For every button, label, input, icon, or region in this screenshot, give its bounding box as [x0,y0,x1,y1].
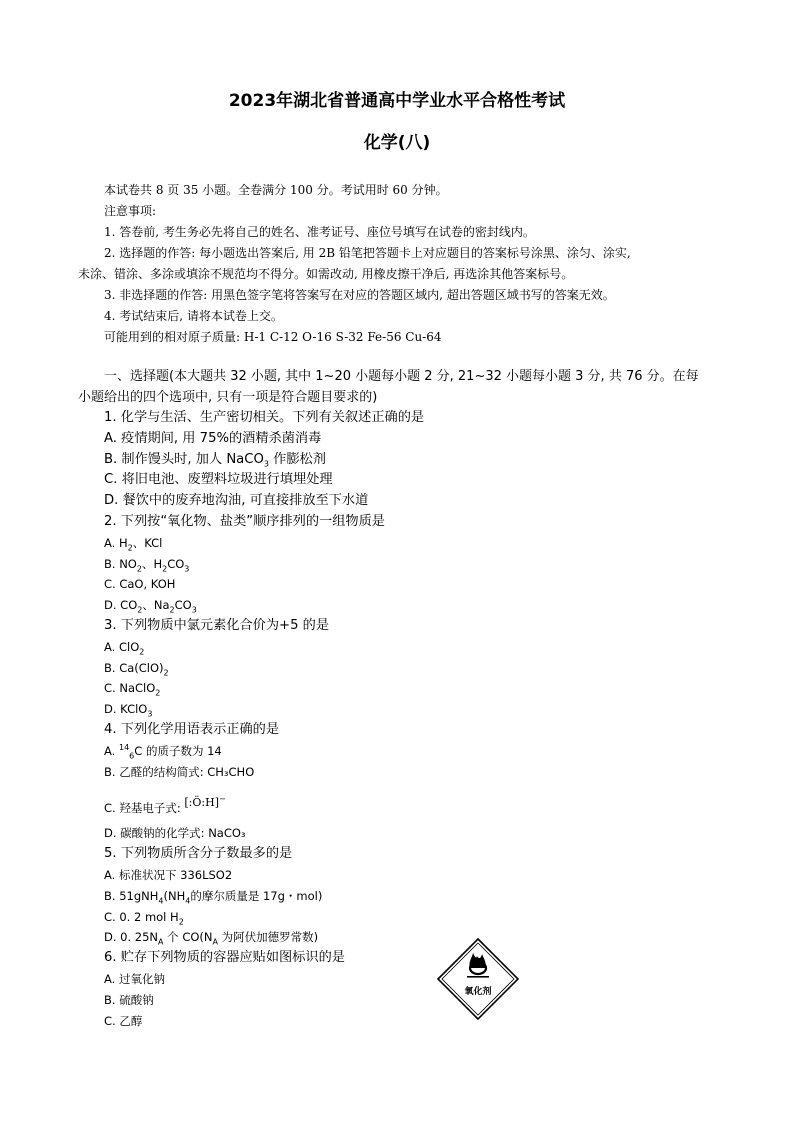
question-6-option-a: A. 过氧化钠 [104,971,165,986]
question-3-option-a: A. ClO$_2$ [104,639,145,657]
notice-item-2: 2. 选择题的作答: 每小题选出答案后, 用 2B 铅笔把答题卡上对应题目的答案标号涂黑、涂匀、涂实, [104,246,631,260]
section-heading-line-2: 小题给出的四个选项中, 只有一项是符合题目要求的) [78,390,378,405]
question-2-option-b: B. $NO_2$、$H_2CO_3$ [104,556,190,573]
question-4-option-d: D. 碳酸钠的化学式: NaCO₃ [104,826,246,841]
question-2-stem: 2. 下列按“氧化物、盐类”顺序排列的一组物质是 [104,513,385,529]
exam-title: 2023年湖北省普通高中学业水平合格性考试 [228,91,566,111]
question-5-option-a: A. 标准状况下 336LSO2 [104,867,233,882]
notice-label: 注意事项: [104,204,157,218]
notice-item-3: 3. 非选择题的作答: 用黑色签字笔将答案写在对应的答题区域内, 超出答题区域书写的答案无效。 [104,288,615,302]
hazard-label-text: 氧化剂 [464,987,492,997]
question-3-option-b: B. $Ca(ClO)_2$ [104,660,169,677]
instructions-intro: 本试卷共 8 页 35 小题。全卷满分 100 分。考试用时 60 分钟。 [104,183,448,197]
question-4-stem: 4. 下列化学用语表示正确的是 [104,721,280,737]
question-2-option-c: C. CaO, KOH [104,577,176,592]
question-1-option-d: D. 餐饮中的废弃地沟油, 可直接排放至下水道 [104,493,369,509]
question-1-option-c: C. 将旧电池、废塑料垃圾进行填埋处理 [104,472,333,488]
question-4-option-c: C. 羟基电子式: [:Ö:H]− [104,782,704,823]
question-5-option-d: D. 0. $25N_A$ 个 $CO(N_A$ 为阿伏加德罗常数) [104,930,319,947]
question-6-option-c: C. 乙醇 [104,1013,143,1028]
question-6-stem: 6. 贮存下列物质的容器应贴如图标识的是 [104,950,345,966]
question-1-stem: 1. 化学与生活、生产密切相关。下列有关叙述正确的是 [104,410,425,425]
section-heading [78,366,728,408]
question-5-stem: 5. 下列物质所含分子数最多的是 [104,846,293,862]
atomic-masses: 可能用到的相对原子质量: H-1 C-12 O-16 S-32 Fe-56 Cu-64 [104,330,442,344]
section-heading-line-1: 一、选择题(本大题共 32 小题, 其中 1~20 小题每小题 2 分, 21~32 小题每小题 3 分, 共 76 分。在每 [104,369,699,384]
question-6-option-b: B. 硫酸钠 [104,992,154,1007]
oxidizer-hazard-label [437,938,519,1020]
question-3-option-d: D. KClO$_3$ [104,702,153,719]
notice-item-1: 1. 答卷前, 考生务必先将自己的姓名、准考证号、座位号填写在试卷的密封线内。 [104,225,535,239]
question-1-option-a: A. 疫情期间, 用 75%的酒精杀菌消毒 [104,430,322,446]
hazard-diamond-outer [438,939,518,1019]
question-3-option-c: C. NaClO$_2$ [104,681,161,698]
notice-item-4: 4. 考试结束后, 请将本试卷上交。 [104,309,283,323]
question-list [104,408,704,1031]
question-5-option-b: B. $51gNH_4(NH_4$的摩尔质量是 17g・mol) [104,888,323,906]
exam-subject: 化学(八) [363,133,431,153]
question-4-option-b: B. 乙醛的结构简式: CH₃CHO [104,764,255,779]
hydroxyl-electron-formula: [:Ö:H]− [184,794,226,810]
exam-instructions [78,180,724,348]
question-3-stem: 3. 下列物质中氯元素化合价为+5 的是 [104,617,330,633]
question-2-option-d: D. $CO_2$、$Na_2CO_3$ [104,598,197,615]
question-5-option-c: C. 0. 2 mol $H_2$ [104,909,184,926]
question-1-option-b: B. 制作馒头时, 加人 NaCO$_3$ 作膨松剂 [104,451,326,469]
question-4-option-a: A. $^{14}_6$C 的质子数为 14 [104,742,222,761]
notice-item-2-continued: 未涂、错涂、多涂或填涂不规范均不得分。如需改动, 用橡皮擦干净后, 再选涂其他答案标号。 [78,267,574,281]
question-2-option-a: A. $H_2$、KCl [104,535,163,553]
